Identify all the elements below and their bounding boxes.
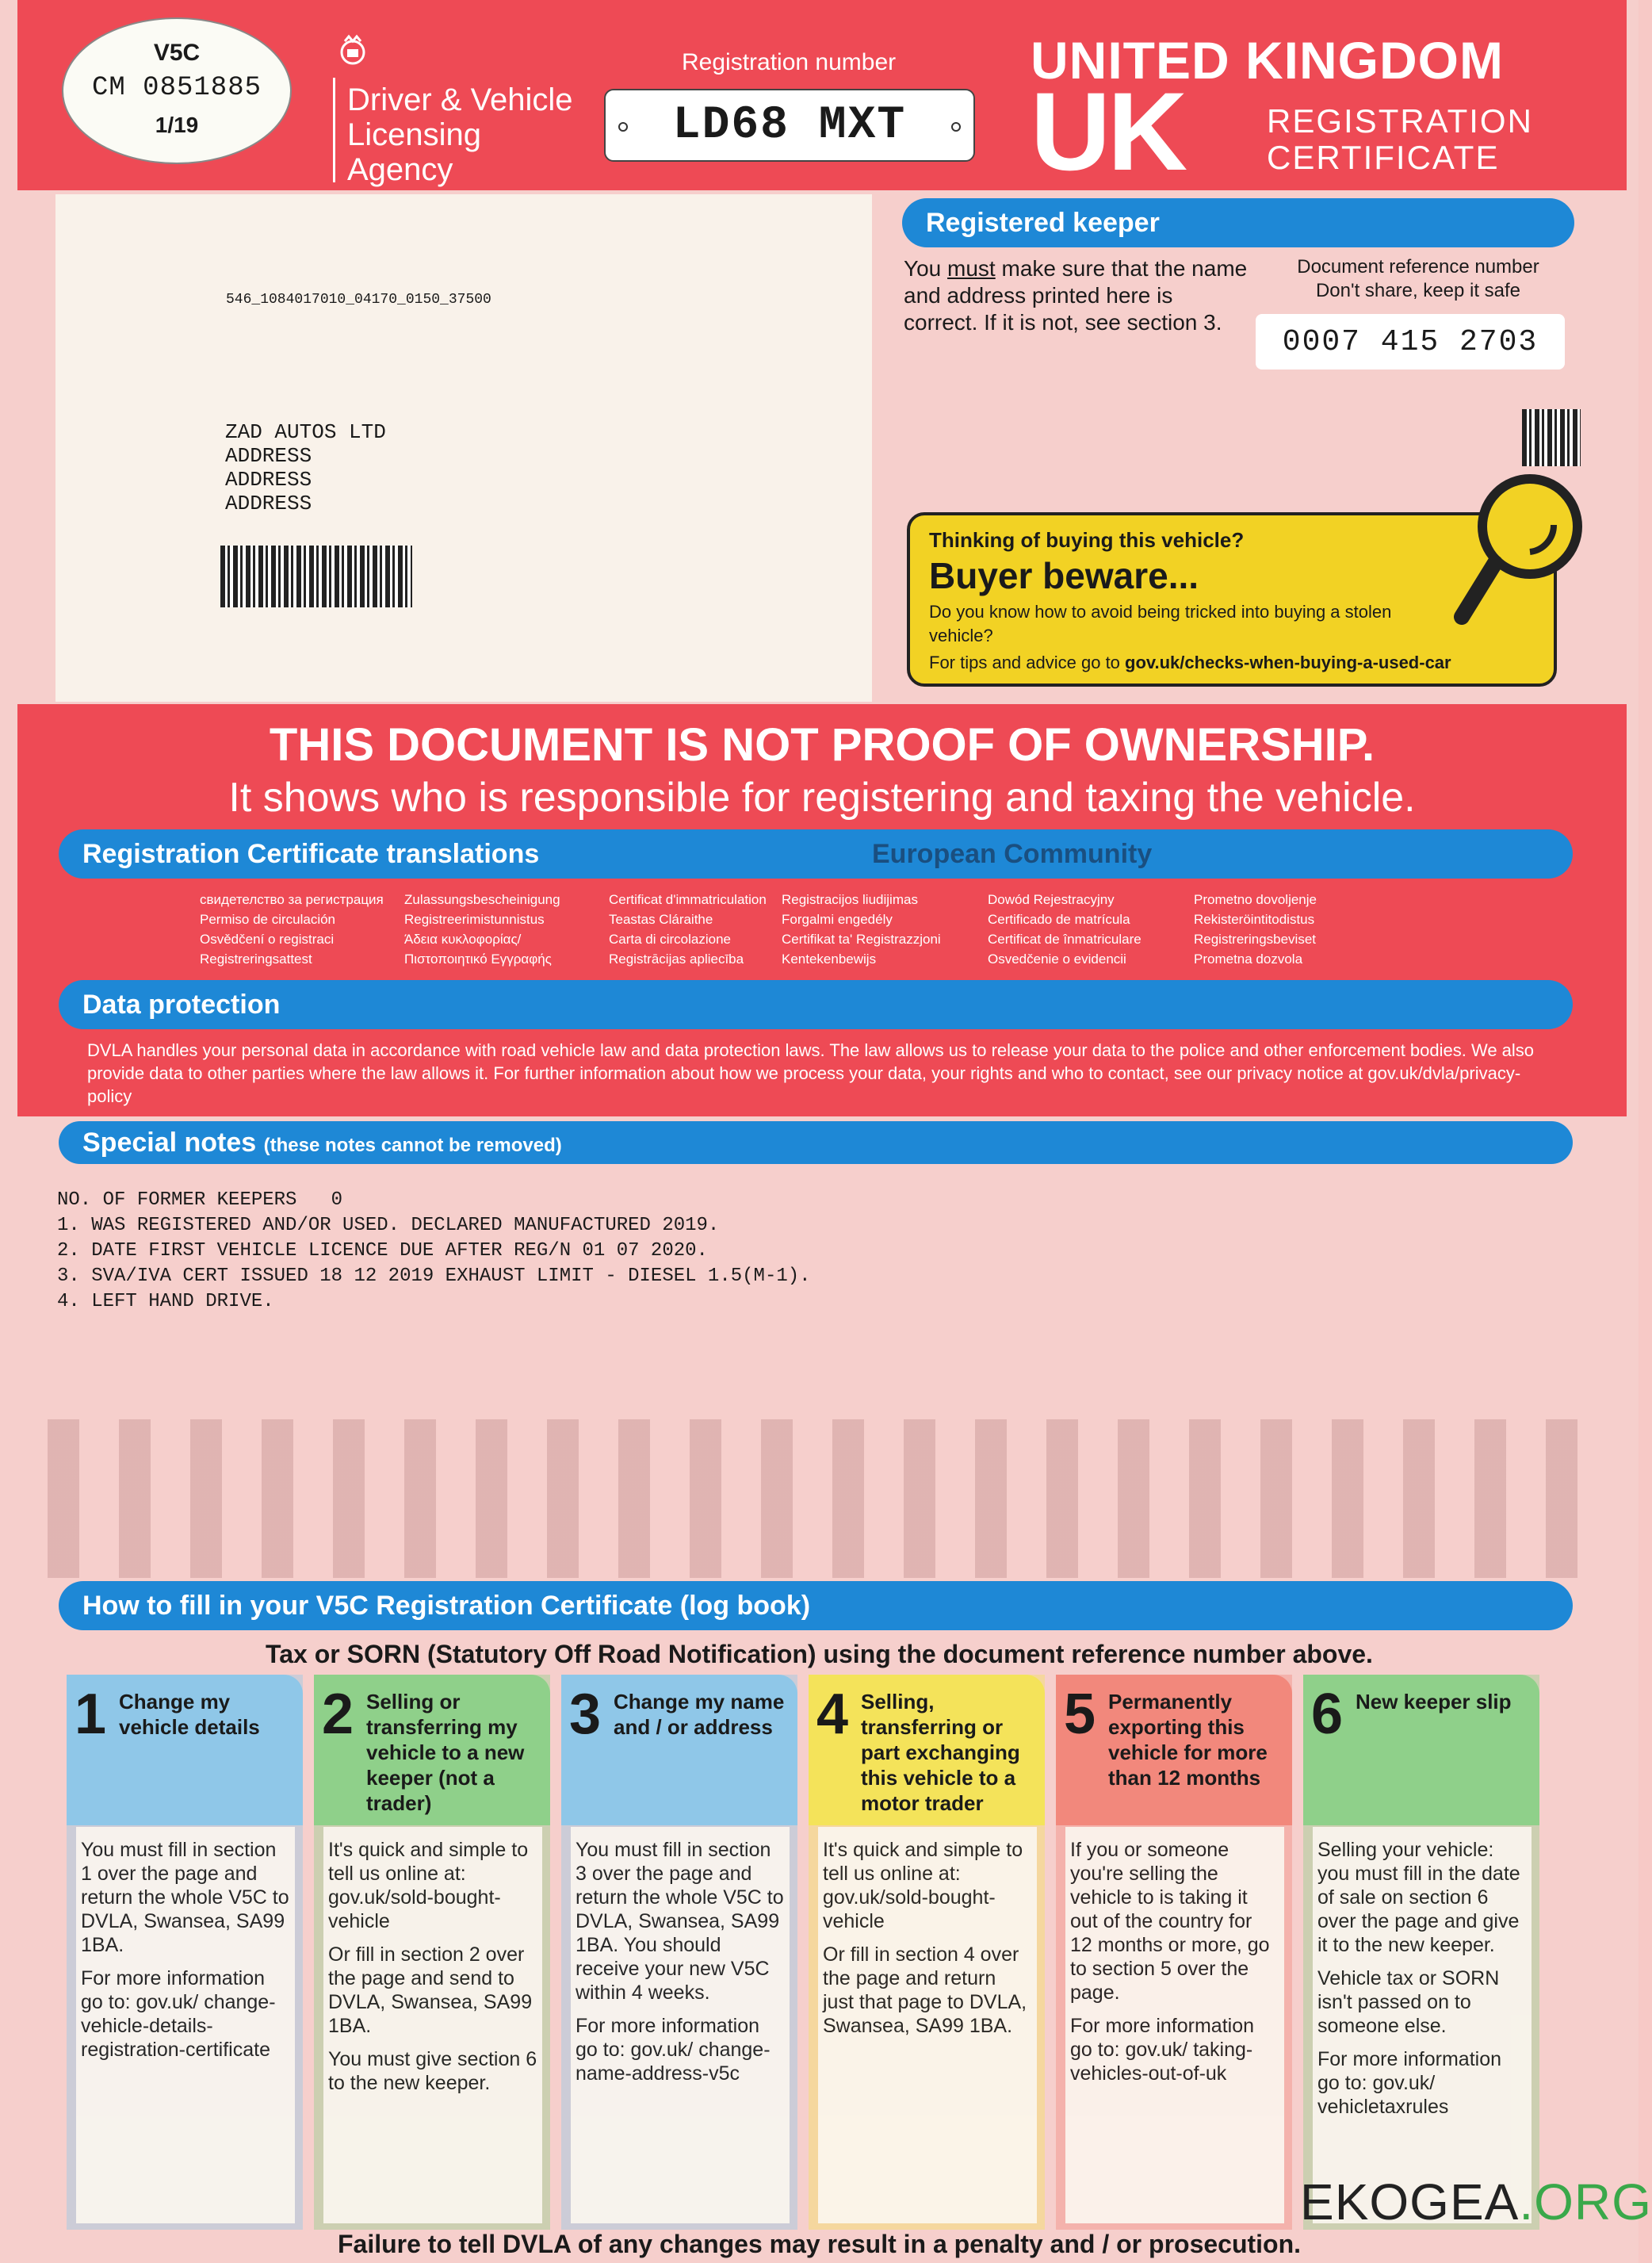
keeper-instruction: You must make sure that the name and address printed here is correct. If it is not, see section 3. bbox=[904, 256, 1248, 335]
translations-heading: Registration Certificate translations bbox=[59, 829, 1573, 879]
card-body bbox=[323, 1827, 542, 2223]
penalty-warning: Failure to tell DVLA of any changes may result in a penalty and / or prosecution. bbox=[337, 2230, 1302, 2258]
card-content bbox=[576, 1838, 785, 2095]
european-community: European Community bbox=[872, 839, 1153, 869]
card-title: Selling, transferring or part exchanging this vehicle to a motor trader bbox=[861, 1690, 1020, 1815]
card-header bbox=[1056, 1675, 1292, 1825]
card-title: Permanently exporting this vehicle for more than 12 months bbox=[1108, 1690, 1268, 1790]
how-to-subheading: Tax or SORN (Statutory Off Road Notification) using the document reference number above. bbox=[266, 1640, 1373, 1668]
royal-crest-icon bbox=[333, 32, 373, 71]
beware-tips: For tips and advice go to gov.uk/checks-when-buying-a-used-car bbox=[929, 653, 1451, 672]
card-number: 1 bbox=[75, 1683, 107, 1746]
agency-rule bbox=[333, 78, 335, 182]
card-body bbox=[818, 1827, 1037, 2223]
how-to-heading: How to fill in your V5C Registration Certificate (log book) bbox=[59, 1581, 1573, 1630]
doc-barcode bbox=[1522, 409, 1581, 466]
beware-question: Thinking of buying this vehicle? bbox=[929, 528, 1245, 552]
card-number: 2 bbox=[322, 1683, 354, 1746]
card-title: Change my vehicle details bbox=[119, 1690, 260, 1739]
card-header bbox=[1303, 1675, 1539, 1825]
card-title: Change my name and / or address bbox=[614, 1690, 785, 1739]
how-to-card-3 bbox=[561, 1675, 797, 2230]
beware-link[interactable]: gov.uk/checks-when-buying-a-used-car bbox=[1125, 653, 1451, 672]
how-to-card-5 bbox=[1056, 1675, 1292, 2230]
card-paragraph: You must fill in section 3 over the page and return the whole V5C to DVLA, Swansea, SA99 1BA. You should receive your new V5C within 4 weeks. bbox=[576, 1839, 784, 2004]
card-body bbox=[1313, 1827, 1532, 2223]
card-content bbox=[1317, 1838, 1527, 2128]
special-notes-list bbox=[57, 1188, 811, 1315]
card-paragraph: It's quick and simple to tell us online at: gov.uk/sold-bought-vehicle bbox=[328, 1839, 529, 1932]
card-paragraph: Or fill in section 2 over the page and send to DVLA, Swansea, SA99 1BA. bbox=[328, 1943, 533, 2037]
card-paragraph: Vehicle tax or SORN isn't passed on to someone else. bbox=[1317, 1967, 1500, 2037]
card-body bbox=[571, 1827, 790, 2223]
card-title: Selling or transferring my vehicle to a new keeper (not a trader) bbox=[366, 1690, 525, 1815]
card-header bbox=[561, 1675, 797, 1825]
card-header bbox=[314, 1675, 550, 1825]
card-content bbox=[328, 1838, 537, 2104]
card-body bbox=[76, 1827, 295, 2223]
card-body bbox=[1065, 1827, 1284, 2223]
special-note: NO. OF FORMER KEEPERS 0 bbox=[57, 1189, 343, 1211]
docref-number: 0007 415 2703 bbox=[1256, 314, 1565, 370]
watermark: EKOGEA.ORG bbox=[1300, 2173, 1652, 2230]
serial-oval bbox=[62, 17, 292, 164]
card-content bbox=[81, 1838, 290, 2071]
translations-grid bbox=[200, 890, 1468, 969]
translation-column: Dowód Rejestracyjny Certificado de matrícula Certificat de înmatriculare Osvedčenie o evidencii bbox=[988, 892, 1141, 967]
show-through-texture bbox=[48, 1419, 1585, 1578]
special-note: 3. SVA/IVA CERT ISSUED 18 12 2019 EXHAUST LIMIT - DIESEL 1.5(M-1). bbox=[57, 1266, 811, 1287]
card-number: 5 bbox=[1064, 1683, 1096, 1746]
serial-number: CM 0851885 bbox=[91, 73, 262, 103]
notice-line-1: THIS DOCUMENT IS NOT PROOF OF OWNERSHIP. bbox=[269, 719, 1375, 771]
how-to-card-2 bbox=[314, 1675, 550, 2230]
card-header bbox=[67, 1675, 303, 1825]
mail-reference: 546_1084017010_04170_0150_37500 bbox=[226, 292, 491, 308]
card-paragraph: If you or someone you're selling the vehicle to is taking it out of the country for 12 months or more, go to section 5 over the page. bbox=[1070, 1839, 1270, 2004]
docref-label: Document reference number Don't share, keep it safe bbox=[1297, 256, 1539, 301]
card-paragraph: You must give section 6 to the new keeper. bbox=[328, 2048, 537, 2094]
plate-screw-icon bbox=[951, 122, 961, 132]
beware-heading: Buyer beware... bbox=[929, 555, 1199, 596]
special-note: 4. LEFT HAND DRIVE. bbox=[57, 1291, 274, 1312]
card-content bbox=[1070, 1838, 1279, 2095]
card-number: 3 bbox=[569, 1683, 602, 1746]
country-code: UK bbox=[1031, 69, 1185, 193]
translation-column: Certificat d'immatriculation Teastas Cláraithe Carta di circolazione Registrācijas apliecība bbox=[609, 892, 767, 967]
address-panel bbox=[55, 194, 872, 702]
data-protection-text: DVLA handles your personal data in accordance with road vehicle law and data protection laws. The law allows us to release your data to the police and other enforcement bodies. We also provide data to other parties where the law allows it. For further information about how we process your data, your rights and who to contact, see our privacy notice at gov.uk/dvla/privacy-policy bbox=[87, 1040, 1535, 1106]
translation-column: свидетелство за регистрация Permiso de circulación Osvědčení o registraci Registreringsattest bbox=[200, 892, 384, 967]
card-content bbox=[823, 1838, 1032, 2047]
card-paragraph: You must fill in section 1 over the page and return the whole V5C to DVLA, Swansea, SA99 1BA. bbox=[81, 1839, 289, 1956]
special-note: 1. WAS REGISTERED AND/OR USED. DECLARED MANUFACTURED 2019. bbox=[57, 1215, 720, 1236]
card-paragraph: For more information go to: gov.uk/ change-vehicle-details-registration-certificate bbox=[81, 1967, 276, 2061]
card-paragraph: For more information go to: gov.uk/ change-name-address-v5c bbox=[576, 2015, 771, 2085]
card-number: 4 bbox=[816, 1683, 849, 1746]
card-title: New keeper slip bbox=[1356, 1690, 1512, 1714]
translation-column: Zulassungsbescheinigung Registreerimistunnistus Άδεια κυκλοφορίας/ Πιστοποιητικό Εγγραφής bbox=[404, 892, 560, 967]
card-number: 6 bbox=[1311, 1683, 1344, 1746]
card-paragraph: It's quick and simple to tell us online at: gov.uk/sold-bought-vehicle bbox=[823, 1839, 1023, 1932]
form-code: V5C bbox=[153, 40, 201, 66]
reg-label: Registration number bbox=[682, 49, 897, 75]
beware-text: Do you know how to avoid being tricked into buying a stolen vehicle? bbox=[929, 602, 1392, 645]
recipient-name: ZAD AUTOS LTD bbox=[225, 420, 386, 444]
how-to-card-4 bbox=[809, 1675, 1045, 2230]
registration-number: LD68 MXT bbox=[672, 100, 907, 151]
card-header bbox=[809, 1675, 1045, 1825]
translation-column: Registracijos liudijimas Forgalmi engedély Certifikat ta' Registrazzjoni Kentekenbewijs bbox=[782, 892, 941, 967]
how-to-card-6 bbox=[1303, 1675, 1539, 2230]
form-date: 1/19 bbox=[155, 113, 199, 137]
agency-name: Driver & Vehicle Licensing Agency bbox=[347, 82, 573, 187]
card-paragraph: Or fill in section 4 over the page and return just that page to DVLA, Swansea, SA99 1BA. bbox=[823, 1943, 1027, 2037]
notice-line-2: It shows who is responsible for registering and taxing the vehicle. bbox=[228, 775, 1416, 821]
data-protection-heading: Data protection bbox=[59, 980, 1573, 1029]
special-notes-heading: Special notes (these notes cannot be removed) bbox=[59, 1121, 1573, 1164]
recipient-address: ZAD AUTOS LTD ADDRESS ADDRESS ADDRESS bbox=[225, 420, 386, 515]
mail-barcode bbox=[220, 546, 412, 607]
card-paragraph: For more information go to: gov.uk/ vehicletaxrules bbox=[1317, 2048, 1502, 2118]
card-paragraph: For more information go to: gov.uk/ taking-vehicles-out-of-uk bbox=[1070, 2015, 1255, 2085]
special-note: 2. DATE FIRST VEHICLE LICENCE DUE AFTER REG/N 01 07 2020. bbox=[57, 1240, 708, 1262]
translation-column: Prometno dovoljenje Rekisteröintitodistus Registreringsbeviset Prometna dozvola bbox=[1194, 892, 1317, 967]
card-paragraph: Selling your vehicle: you must fill in the date of sale on section 6 over the page and give it to the new keeper. bbox=[1317, 1839, 1520, 1956]
registration-plate bbox=[604, 89, 975, 162]
keeper-heading: Registered keeper bbox=[902, 198, 1574, 247]
magnifier-icon bbox=[1451, 469, 1593, 628]
how-to-card-1 bbox=[67, 1675, 303, 2230]
certificate-title: REGISTRATION CERTIFICATE bbox=[1267, 102, 1533, 176]
country-title: UNITED KINGDOM bbox=[1031, 31, 1504, 90]
